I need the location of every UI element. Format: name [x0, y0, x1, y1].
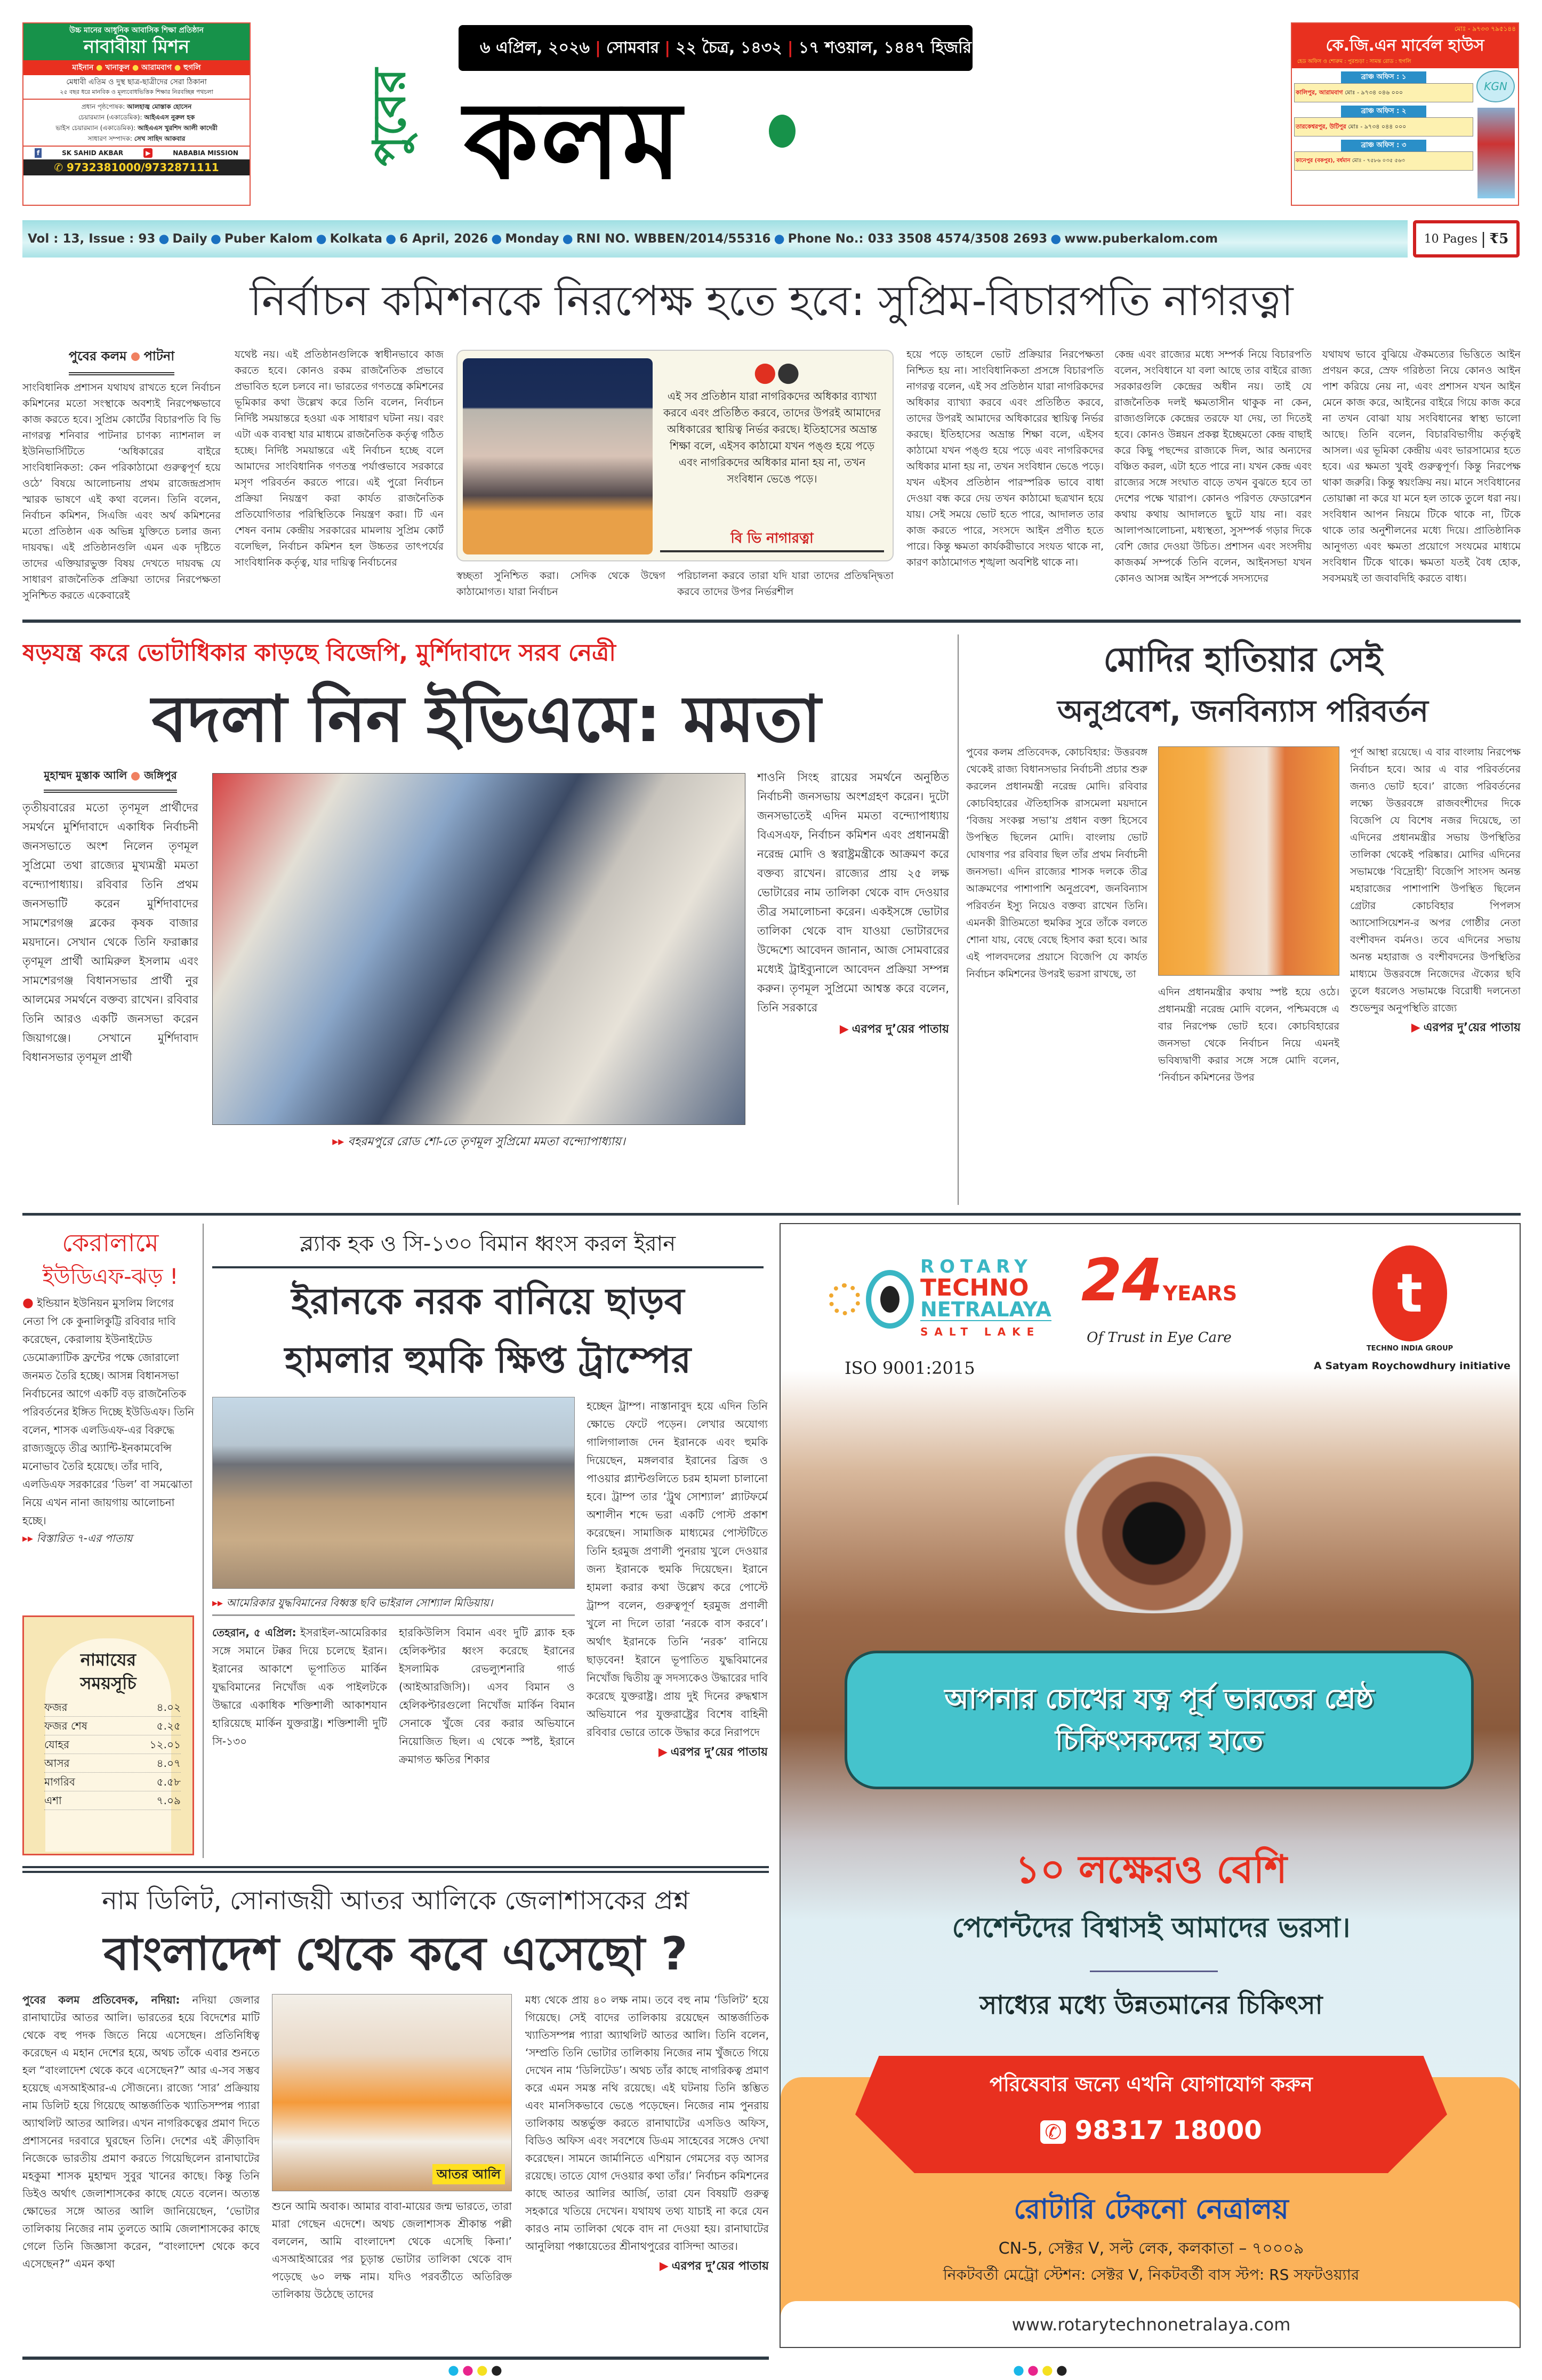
story6-col2: শুনে আমি অবাক। আমার বাবা-মায়ের জন্ম ভারতে, তারা মারা গেছেন এদেশে। অথচ জেলাশাসক শ্রীকান্ত পল্লী বললেন, আমি বাংলাদেশ থেকে এসেছি কিনা।’ এসআইআরের পর চূড়ান্ত ভোটার তালিকা থেকে বাদ পড়েছে ৬০ লক্ষ নাম। যদিও পরবর্তীতে অতিরিক্ত তালিকায় উঠেছে তাদের [272, 2200, 512, 2301]
ator-ali-photo [272, 1994, 512, 2191]
rtn-logo: ROTARY TECHNO NETRALAYA SALT LAKE [829, 1256, 1051, 1342]
ad-phone-top: মোঃ - ৯৭৩৩ ৭৯৫১৪৪ [1454, 25, 1516, 33]
prayer-time: ৫.৫৮ [156, 1775, 181, 1788]
story1-below-quote-b: পরিচালনা করবে তারা যদি যারা তাদের প্রতিদ্বন্দ্বিতা করবে তাদের উপর নির্ভরশীল [677, 570, 894, 598]
story6-col3: মধ্য থেকে প্রায় ৪০ লক্ষ নাম। তবে বহু নাম ‘ডিলিট’ হয়ে গিয়েছে। সেই বাদের তালিকায় রয়েছেন আন্তর্জাতিক খ্যাতিসম্পন্ন প্যারা অ্যাথলিট আতর আলি। তিনি বলেন, ‘সম্প্রতি তিনি ভোটার তালিকায় নিজের নাম খুঁজতে গিয়ে দেখেন নাম ‘ডিলিটেড’। অথচ তাঁর কাছে নাগরিকত্ব প্রমাণ করে এমন সমস্ত নথি রয়েছে। এই ঘটনায় তিনি স্তম্ভিত এবং মানসিকভাবে ভেঙে পড়েছেন। নিজের নাম পুনরায় তালিকায় অন্তর্ভুক্ত করতে রানাঘাটের এসডিও অফিস, বিডিও অফিস এবং সবশেষে ডিএম সাহেবের সঙ্গেও দেখা করেছেন। সামনে জার্মানিতে এশিয়ান গেমসের বড় আসর রয়েছে। তাতে যোগ দেওয়ার কথা তাঁর।’ নির্বাচন কমিশনের কাছে আতর আলির আর্জি, তারা যেন বিষয়টি গুরুত্ব সহকারে খতিয়ে দেখেন। যথাযথ তথ্য যাচাই না করে যেন কারও নাম তালিকা থেকে বাদ না দেওয়া হয়। রানাঘাটের আনুলিয়া পঞ্চায়েতের শ্রীনাথপুরের বাসিন্দা আতর। [525, 1993, 769, 2253]
hospital-name: রোটারি টেকনো নেত্রালয় [1014, 2193, 1289, 2225]
ad-line2: ২৫ বছর ধরে মানবিক ও মূল্যবোধভিত্তিক শিক্ষার নিরবচ্ছিন্ন পথচলা [60, 89, 213, 95]
namaz-row [44, 1791, 181, 1810]
byline: মুহাম্মদ মুস্তাক আলি জঙ্গিপুর [44, 768, 176, 793]
caption-arrow-icon: ▸▸ [332, 1135, 344, 1148]
story4-body: ● ইন্ডিয়ান ইউনিয়ন মুসলিম লিগের নেতা পি কে কুনালিকুট্টি রবিবার দাবি করেছেন, কেরালায় ইউনাইটেড ডেমোক্র্যাটিক ফ্রন্টের পক্ষে জোরালো জনমত তৈরি হচ্ছে। আসন্ন বিধানসভা নির্বাচনের আগে একটি বড় রাজনৈতিক পরিবর্তনের ইঙ্গিত দিচ্ছে ইউডিএফ। তিনি বলেন, শাসক এলডিএফ-এর বিরুদ্ধে রাজ্যজুড়ে তীব্র অ্যান্টি-ইনকামবেন্সি মনোভাব তৈরি হয়েছে। তাঁর দাবি, এলডিএফ সরকারের ‘ডিল’ বা সমঝোতা নিয়ে এখন নানা জায়গায় আলোচনা হচ্ছে। [22, 1295, 195, 1527]
column-divider [203, 1224, 204, 1858]
continued-link[interactable]: ▸▸ বিস্তারিত ৭-এর পাতায় [22, 1532, 133, 1545]
story5-headline-line2[interactable]: হামলার হুমকি ক্ষিপ্ত ট্রাম্পের [284, 1339, 692, 1381]
hospital-website[interactable]: www.rotarytechnonetralaya.com [1011, 2314, 1291, 2335]
eye-icon [866, 1270, 914, 1329]
ad-tagline: উচ্চ মানের আধুনিক আবাসিক শিক্ষা প্রতিষ্ঠান [69, 26, 204, 35]
section-divider [22, 620, 1521, 623]
branch-office: ব্রাঞ্চ অফিস : ৩ কানেপুর (বকপুর), বর্ধমান মোঃ - ৭৫৮৬ ০৩৫ ৫৬৩ [1294, 140, 1473, 171]
ad-head-office: হেড অফিস ও শোরুম : পুরশুড়া : সামন্ত রোড : হুগলি [1297, 59, 1411, 65]
paper-name: Puber Kalom [224, 232, 313, 246]
ad-person: ভাইস চেয়ারম্যান (একাডেমিক): আইএএস খুরশিদ আলী কাদেরী [55, 124, 218, 132]
iso-certification: ISO 9001:2015 [845, 1358, 975, 1378]
affordable-line: সাধ্যের মধ্যে উন্নতমানের চিকিৎসা [979, 1990, 1323, 2020]
section-divider [22, 1213, 1521, 1216]
hospital-address: CN-5, সেক্টর V, সল্ট লেক, কলকাতা – ৭০০০৯ [998, 2239, 1304, 2258]
namaz-row [44, 1717, 181, 1735]
quote-text: এই সব প্রতিষ্ঠান যারা নাগরিকদের অধিকার ব্যাখ্যা করবে এবং প্রতিষ্ঠিত করবে, তাদের উপরই আমাদের অধিকারের স্থায়িত্ব নির্ভর করছে। ইতিহাসের অভ্রান্ত শিক্ষা বলে, এইসব কাঠামো যখন পঙ্গু হয়ে পড়ে এবং নাগরিকদের অধিকার মানা হয় না, তখন সংবিধান ভেঙে পড়ে। [663, 390, 881, 485]
ad-phone: ✆ 9732381000/9732871111 [23, 159, 250, 175]
story2-col3: শাওনি সিংহ রায়ের সমর্থনে অনুষ্ঠিত নির্বাচনী জনসভায় অংশগ্রহণ করেন। দুটো জনসভাতেই এদিন মমতা বন্দ্যোপাধ্যায় বিএসএফ, নির্বাচন কমিশন এবং প্রধানমন্ত্রী নরেন্দ্র মোদি ও স্বরাষ্ট্রমন্ত্রীকে আক্রমণ করে বক্তব্য রাখেন। রাজ্যের প্রায় ২৫ লক্ষ ভোটারের নাম তালিকা থেকে বাদ দেওয়ার তীব্র সমালোচনা করেন। একইসঙ্গে ভোটার তালিকা থেকে বাদ যাওয়া ভোটারদের উদ্দেশ্যে আবেদন জানান, আজ সোমবারের মধ্যেই ট্রাইব্যুনালে আবেদন প্রক্রিয়া সম্পন্ন করুন। তৃণমূল সুপ্রিমো আশ্বস্ত করে বলেন, তিনি সরকারে [757, 771, 949, 1014]
branch-office: ব্রাঞ্চ অফিস : ১ কালিপুর, আরামবাগ মোঃ - ৯৭৩৪ ০৪৬ ০০০ [1294, 71, 1473, 102]
contact-cta: পরিষেবার জন্যে এখনি যোগাযোগ করুন [990, 2072, 1313, 2096]
prayer-time: ৫.২৫ [156, 1719, 181, 1732]
youtube-icon: ▶ [143, 148, 152, 158]
registration-marks: ●●●● [1013, 2362, 1071, 2377]
ad-title: কে.জি.এন মার্বেল হাউস [1326, 36, 1484, 55]
story6-col1: পুবের কলম প্রতিবেদক, নদিয়া: নদিয়া জেলার রানাঘাটের আতর আলি। ভারতের হয়ে বিদেশের মাটি থেকে বহু পদক জিতে নিয়ে এসেছেন। প্রতিনিধিত্ব করেছেন এ মহান দেশের হয়ে, অথচ তাঁকে এবার শুনতে হল “বাংলাদেশ থেকে কবে এসেছেন?” আর এ-সব সম্ভব হয়েছে এসআইআর-এ সৌজন্যে। রাজ্যে ‘সার’ প্রক্রিয়ায় নাম ডিলিট হয়ে গিয়েছে আন্তর্জাতিক খ্যাতিসম্পন্ন প্যারা অ্যাথলিট আতর আলির। এখন নাগরিকত্বের প্রমাণ দিতে প্রশাসনের দরবারে ঘুরছেন তিনি। দেশের এই ক্রীড়াবিদ নিজেকে ভারতীয় প্রমাণ করতে গিয়েছিলেন রানাঘাটের মহকুমা শাসক মুহাম্মদ সুবুর খানের কাছে। কিন্তু তিনি ডিইও অর্থাৎ জেলাশাসকের কাছে যেতে বলেন। অত্যন্ত ক্ষোভের সঙ্গে আতর আলি জানিয়েছেন, ‘ভোটার তালিকায় নিজের নাম তুলতে আমি জেলাশাসকের কাছে গেলে তিনি জিজ্ঞাসা করেন, “বাংলাদেশ থেকে কবে এসেছেন?” এমন কথা [22, 1993, 260, 2270]
judge-photo [463, 358, 653, 554]
story1-col4: হয়ে পড়ে তাহলে ভোট প্রক্রিয়ার নিরপেক্ষতা নিশ্চিত হয় না। সাংবিধানিকতা প্রসঙ্গে বিচারপতি নাগরত্ন বলেন, এই সব প্রতিষ্ঠান যারা নাগরিকদের অধিকার ব্যাখ্যা করবে এবং প্রতিষ্ঠিত করবে, তাদের উপরই আমাদের অধিকারের স্থায়িত্ব নির্ভর করছে। ইতিহাসের অভ্রান্ত শিক্ষা বলে, এইসব কাঠামো যখন পঙ্গু হয়ে পড়ে এবং নাগরিকদের অধিকার মানা হয় না, তখন সংবিধান ভেঙে পড়ে। যখন এইসব প্রতিষ্ঠান পারস্পরিক ভাবে বাধা দেওয়া বন্ধ করে দেয় তখন কাঠামো ছত্রখান হয়ে যায়। সেই সময়ে ভোট হতে পারে, আদালত তার কাজ করতে পারে, সংসদে আইন প্রণীত হতে পারে। কিন্তু ক্ষমতা কার্যকরীভাবে সংযত থাকে না, কারণ কাঠামোগত শৃঙ্খলা অবশিষ্ট থাকে না। [906, 349, 1104, 568]
story1-below-quote-a: স্বচ্ছতা সুনিশ্চিত করা। সেদিক থেকে উদ্বেগ কাঠামোগত। যারা নির্বাচন [456, 570, 665, 598]
ad-person: সাধারণ সম্পাদক: সেখ সাহিদ আকবার [87, 135, 186, 142]
masthead-logo-small: পুবের [363, 68, 415, 166]
prayer-name: মাগরিব [44, 1775, 75, 1788]
story6-headline[interactable]: বাংলাদেশ থেকে কবে এসেছো ? [103, 1927, 688, 1981]
facebook-icon: f [35, 148, 42, 158]
date-en: 6 April, 2026 [399, 232, 488, 246]
story1-col6: যথাযথ ভাবে বুঝিয়ে ঐকমত্যের ভিত্তিতে আইন প্রণয়ন করে, স্রেফ গরিষ্ঠতা নিয়ে কোনও আইন পাশ করিয়ে নেয় না, এবং প্রশাসন যখন আইন মেনে কাজ করে, আইনের বাইরে গিয়ে কাজ করে না তখন বোঝা যায় সংবিধানের স্বাস্থ্য ভালো আছে। তিনি বলেন, বিচারবিভাগীয় কর্তৃত্বই আসল। এর ভূমিকা কেন্দ্রীয় এবং ভারসাম্যের হতে হবে। এর ক্ষমতা খুবই গুরুত্বপূর্ণ। কিন্তু নিরপেক্ষ থাকা জরুরি। কিন্তু স্বয়ংক্রিয় নয়। মানে সংবিধানের তোয়াক্কা না করে যা মনে হল তাকে তুলে ধরা নয়। সংবিধান আপন নিয়মে টিকে থাকে না, টিকে থাকে তার অনুশীলনের মধ্যে দিয়ে। প্রাতিষ্ঠানিক আনুগত্য এবং ক্ষমতা প্রয়োগে সংযমের মাধ্যমে সংবিধান টিকে থাকে। ক্ষমতা যতই বৈধ হোক, সবসময়ই তা জবাবদিহি করতে বাধ্য। [1322, 349, 1521, 584]
story3-headline-line1[interactable]: মোদির হাতিয়ার সেই [1103, 640, 1383, 680]
story2-kicker[interactable]: ষড়যন্ত্র করে ভোটাধিকার কাড়ছে বিজেপি, মুর্শিদাবাদে সরব নেত্রী [22, 639, 616, 666]
namaz-row [44, 1773, 181, 1791]
story5-kicker[interactable]: ব্ল্যাক হক ও সি-১৩০ বিমান ধ্বংস করল ইরান [300, 1232, 676, 1256]
ad-org-name: নাবাবীয়া মিশন [83, 36, 190, 58]
photo-label: আতর আলি [432, 2164, 505, 2184]
registration-marks: ●●●● [448, 2362, 505, 2377]
weekday-en: Monday [505, 232, 559, 246]
bullet-icon: ● [22, 1295, 34, 1310]
date-bar: ৬ এপ্রিল, ২০২৬ | সোমবার | ২২ চৈত্র, ১৪৩২ | ১৭ শওয়াল, ১৪৪৭ হিজরি [459, 25, 973, 71]
story5-col3: হচ্ছেন ট্রাম্প। নাস্তানাবুদ হয়ে এদিন তিনি ক্ষোভে ফেটে পড়েন। লেখার অযোগ্য গালিগালাজ দেন ইরানকে এবং হুমকি দিয়েছেন, মঙ্গলবার ইরানের ব্রিজ ও পাওয়ার প্ল্যান্টগুলিতে চরম হামলা চালানো হবে। ট্রাম্প তার ‘ট্রুথ সোশ্যাল’ প্ল্যাটফর্মে অশালীন শব্দে ভরা একটি পোস্ট প্রকাশ করেছেন। সামাজিক মাধ্যমের পোস্টটিতে তিনি হরমুজ প্রণালী পুনরায় খুলে দেওয়ার জন্য ইরানকে হুমকি দিয়েছেন। ইরানে হামলা করার কথা উল্লেখ করে পোস্টে ট্রাম্প বলেন, গুরুত্বপূর্ণ হরমুজ প্রণালী খুলে না দিলে তারা ‘নরকে বাস করবে’। অর্থাৎ ইরানকে তিনি ‘নরক’ বানিয়ে ছাড়বেন! ইরানে ভূপাতিত যুদ্ধবিমানের নিখোঁজ দ্বিতীয় ক্রু সদস্যকেও উদ্ধারের দাবি করেছে যুক্তরাষ্ট্র। প্রায় দুই দিনের রুদ্ধশ্বাস অভিযানে পর যুক্তরাষ্ট্রের বিশেষ বাহিনী রবিবার ভোরে তাকে উদ্ধার করে নিরাপদে [587, 1400, 768, 1739]
ad-person: প্রধান পৃষ্ঠপোষক: আলহাজ্ব মোস্তাক হোসেন [81, 103, 192, 110]
story1-col1: সাংবিধানিক প্রশাসন যথাযথ রাখতে হলে নির্বাচন কমিশনের মতো সংস্থাকে অবশ্যই নিরপেক্ষভাবে কাজ করতে হবে। সুপ্রিম কোর্টের বিচারপতি বি ভি নাগরত্ন শনিবার পাটনার চাণক্য ন্যাশনাল ল ইউনিভার্সিটিতে ‘অধিকারের বাইরে সাংবিধানিকতা: কেন পরিকাঠামো গুরুত্বপূর্ণ হয়ে ওঠে’ বিষয়ে আলোচনায় প্রথম রাজেন্দ্রপ্রসাদ স্মারক ভাষণে এই কথা বলেন। তিনি বলেন, নির্বাচন কমিশন, সিএজি এবং অর্থ কমিশনের মতো প্রতিষ্ঠান এক অভিন্ন যুক্তিতে চলার জন্য দায়বদ্ধ। এই প্রতিষ্ঠানগুলি এমন এক দৃষ্টিতে তাদের এক্তিয়ারভুক্ত বিষয় দেখতে দায়বদ্ধ যে সাধারণ রাজনৈতিক প্রক্রিয়া তাদের নিরপেক্ষতা সুনিশ্চিত করতে একেবারেই [22, 382, 221, 601]
continued-link[interactable]: ▶ এরপর দু’য়ের পাতায় [839, 1023, 949, 1036]
eye-closeup-image [1005, 1453, 1303, 1613]
showroom-photo [1477, 108, 1515, 198]
prayer-name: ফজর শেষ [44, 1719, 87, 1732]
info-bar: Vol : 13, Issue : 93 ● Daily ● Puber Kalom ● Kolkata ● 6 April, 2026 ● Monday ● RNI NO. WBBEN/2014/55316 ● Phone No.: 033 3508 4574/3508 2693 ● www.puberkalom.com [22, 220, 1408, 258]
story5-col2: হারকিউলিস বিমান এবং দুটি ব্ল্যাক হক হেলিকপ্টার ধ্বংস করেছে ইরানের ইসলামিক রেভল্যুশনারি গার্ড (আইআরজিসি)। এসব বিমান ও হেলিকপ্টারগুলো নিখোঁজ মার্কিন বিমান সেনাকে খুঁজে বের করার অভিযানে নিয়োজিত ছিল। এ থেকে স্পষ্ট, ইরানে ক্রমাগত ক্ষতির শিকার [399, 1626, 575, 1766]
quote-icon: ●● [753, 356, 800, 387]
namaz-row [44, 1698, 181, 1717]
modi-photo [1158, 746, 1339, 976]
namaz-times-box [22, 1615, 194, 1855]
story1-col5: কেন্দ্র এবং রাজ্যের মধ্যে সম্পর্ক নিয়ে বিচারপতি বলেন, সংবিধানে যা বলা আছে তার বাইরে রাজ্য সরকারগুলি কেন্দ্রের অধীন নয়। তাই যে রাজনৈতিক দলই ক্ষমতাসীন থাকুক না কেন, রাজ্যগুলিকে কেন্দ্রের তরফে যা দেয়, তা দিতেই হবে। কোনও উন্নয়ন প্রকল্প ইচ্ছেমতো কেন্দ্র বাছাই করে কিছু পছন্দের রাজ্যকে দিল, আর অন্যদের বঞ্চিত করল, এটা হতে পারে না। যখন কেন্দ্র এবং রাজ্যের সঙ্গে সংঘাত বাড়ে তখন বুঝতে হবে তা দেশের পক্ষে খারাপ। কোনও পরিণত ফেডারেশন কথায় কথায় আদালতে ছুটে যায় না। বরং আলাপআলোচনা, মধ্যস্থতা, সুসম্পর্ক গড়ার দিকে বেশি জোর দেওয়া উচিত। প্রশাসন এবং সংসদীয় কাজকর্ম সম্পর্কে তিনি বলেন, আইনসভা যখন কোনও আসন্ন আইন সম্পর্কে সদস্যদের [1114, 349, 1312, 584]
namaz-row [44, 1735, 181, 1754]
namaz-title: নামাযের সময়সূচি [80, 1650, 136, 1693]
page-count: 10 Pages [1424, 232, 1477, 246]
logo-green-dot [769, 115, 796, 148]
byline: পুবের কলম পাটনা [69, 347, 174, 375]
page-bottom-rule [22, 2357, 769, 2360]
hospital-nearby: নিকটবর্তী মেট্রো স্টেশন: সেক্টর V, নিকটবর্তী বাস স্টপ: RS সফটওয়্যার [943, 2266, 1360, 2283]
column-divider [958, 634, 959, 1205]
rotary-techno-netralaya-ad [780, 1223, 1521, 2348]
quote-box [456, 350, 894, 561]
story1-headline[interactable]: নির্বাচন কমিশনকে নিরপেক্ষ হতে হবে: সুপ্রিম-বিচারপতি নাগরত্না [250, 277, 1294, 325]
caption-arrow-icon: ▸▸ [212, 1596, 223, 1609]
facebook-handle: SK SAHID AKBAR [62, 149, 124, 157]
prayer-time: ১২.০১ [149, 1738, 181, 1751]
volume-issue: Vol : 13, Issue : 93 [28, 232, 156, 246]
nababia-mission-ad [22, 22, 251, 206]
story3-col1: পুবের কলম প্রতিবেদক, কোচবিহার: উত্তরবঙ্গ থেকেই রাজ্য বিধানসভার নির্বাচনী প্রচার শুরু করলেন প্রধানমন্ত্রী নরেন্দ্র মোদি। রবিবার কোচবিহারের ঐতিহাসিক রাসমেলা ময়দানে ‘বিজয় সংকল্প সভা’য় প্রধান বক্তা হিসেবে উপস্থিত ছিলেন মোদি। বাংলায় ভোট ঘোষণার পর রবিবার ছিল তাঁর প্রথম নির্বাচনী জনসভা। এদিন রাজ্যের শাসক দলকে তীব্র আক্রমণের পাশাপাশি অনুপ্রবেশ, জনবিন্যাস পরিবর্তন ইস্যু নিয়েও বক্তব্য রাখেন তিনি। এমনকী রীতিমতো হুমকির সুরে তাঁকে বলতে শোনা যায়, বেছে বেছে হিসাব করা হবে। আর এই পালবদলের প্রয়াসে বিজেপি যে কার্যত নির্বাচন কমিশনের উপরই ভরসা রাখছে, তা [966, 746, 1147, 980]
story6-kicker[interactable]: নাম ডিলিট, সোনাজয়ী আতর আলিকে জেলাশাসকের প্রশ্ন [102, 1886, 689, 1916]
price: ₹5 [1489, 231, 1509, 247]
prayer-name: যোহর [44, 1738, 69, 1751]
prayer-name: এশা [44, 1794, 62, 1807]
continued-link[interactable]: ▶ এরপর দু’য়ের পাতায় [659, 2260, 769, 2273]
ad-locations: মাইনান ● খানাকুল ● আরামবাগ ● হুগলি [23, 60, 250, 75]
mamata-rally-photo [212, 773, 745, 1125]
kgn-logo: KGN [1476, 70, 1515, 102]
section-divider [22, 1866, 769, 1868]
bullet-icon [131, 352, 140, 361]
namaz-row [44, 1754, 181, 1773]
techno-india-logo: t TECHNO INDIA GROUP A Satyam Roychowdhury initiative [1314, 1245, 1506, 1373]
story3-col2: এদিন প্রধানমন্ত্রীর কথায় স্পষ্ট হয়ে ওঠে। প্রধানমন্ত্রী নরেন্দ্র মোদি বলেন, পশ্চিমবঙ্গে এ বার নিরপেক্ষ ভোট হবে। কোচবিহারের জনসভা থেকে নির্বাচন নিয়ে এমনই ভবিষ্যদ্বাণী করার সঙ্গে সঙ্গে মোদি বলেন, ‘নির্বাচন কমিশনের উপর [1158, 986, 1339, 1083]
trust-line: পেশেন্টদের বিশ্বাসই আমাদের ভরসা। [952, 1912, 1351, 1944]
ad-line1: মেধাবী এতিম ও দুস্থ ছাত্র-ছাত্রীদের সেরা ঠিকানা [66, 78, 207, 86]
continued-link[interactable]: ▶ এরপর দু’য়ের পাতায় [1411, 1021, 1521, 1034]
prayer-time: ৪.০৭ [156, 1757, 181, 1770]
contact-phone[interactable]: ✆ 98317 18000 [781, 2112, 1521, 2151]
ornament-divider [1090, 1971, 1218, 1972]
branch-office: ব্রাঞ্চ অফিস : ২ তারকেশ্বরপুর, উটিপুর মোঃ - ৯৭৩৪ ০৪৪ ০০০ [1294, 106, 1473, 136]
hijri-date: ১৭ শওয়াল, ১৪৪৭ হিজরি [798, 38, 972, 57]
story1-col2: যথেষ্ট নয়। এই প্রতিষ্ঠানগুলিকে স্বাধীনভাবে কাজ করতে হবে। কোনও রকম রাজনৈতিক প্রভাবে প্রভাবিত হলে চলবে না। ভারতের গণতন্ত্রে কমিশনের ভূমিকার কথা উল্লেখ করে তিনি বলেন, নির্বাচন নির্দিষ্ট সময়ান্তরে হওয়া এক সাধারণ ঘটনা নয়। বরং এটা এক ব্যবস্থা যার মাধ্যমে রাজনৈতিক কর্তৃত্ব গঠিত হচ্ছে। নির্দিষ্ট সময়ান্তরে এই নির্বাচন হচ্ছে বলে আমাদের সাংবিধানিক গণতন্ত্র পর্যাপ্তভাবে সরকারে মসৃণ পরিবর্তন করতে পারে। এই পুরো নির্বাচন প্রক্রিয়া নিয়ন্ত্রণ করা কার্যত রাজনৈতিক প্রতিযোগিতার পরিস্থিতিকে নিয়ন্ত্রণ করা। টি এন শেষন বনাম কেন্দ্রীয় সরকারের মামলায় সুপ্রিম কোর্ট বলেছিল, নির্বাচন কমিশন হল উচ্চতর তাৎপর্যের সাংবিধানিক কর্তৃত্ব, যার দায়িত্ব নির্বাচনের [235, 349, 444, 568]
prayer-time: ৭.০৯ [156, 1794, 181, 1807]
story5-col1: তেহরান, ৫ এপ্রিল: ইসরাইল-আমেরিকার সঙ্গে সমানে টক্কর দিয়ে চলেছে ইরান। ইরানের আকাশে ভূপাতিত মার্কিন যুদ্ধবিমানের নিখোঁজ এক পাইলটকে উদ্ধারে একাধিক শক্তিশালী আকাশযান হারিয়েছে মার্কিন যুক্তরাষ্ট্র। শক্তিশালী দুটি সি-১৩০ [212, 1626, 387, 1748]
story3-col3: পূর্ণ আস্থা রয়েছে। এ বার বাংলায় নিরপেক্ষ নির্বাচন হবে। আর এ বার পরিবর্তনের জন্যও ভোট হবে।’ রাজ্যে পরিবর্তনের লক্ষ্যে উত্তরবঙ্গে রাজবংশীদের দিকে বিজেপি যে বিশেষ নজর দিয়েছে, তা এদিনের প্রধানমন্ত্রীর সভায় উপস্থিতির তালিকা থেকেই পরিষ্কার। মোদির এদিনের সভামঞ্চে ‘বিদ্রোহী’ বিজেপি সাংসদ অনন্ত মহারাজের পাশাপাশি উপস্থিত ছিলেন গ্রেটার কোচবিহার পিপলস অ্যাসোসিয়েশন-র অপর গোষ্ঠীর নেতা বংশীবদন বর্মনও। তবে এদিনের সভায় অনন্ত মহারাজ ও বংশীবদনের উপস্থিতির মাধ্যমে উত্তরবঙ্গে নিজেদের ঐক্যের ছবি তুলে ধরলেও সভামঞ্চে বিরোধী দলনেতা শুভেন্দুর অনুপস্থিতি রাজ্যে [1350, 746, 1521, 1014]
continued-link[interactable]: ▶ এরপর দু’য়ের পাতায় [658, 1746, 768, 1759]
bengali-date: ২২ চৈত্র, ১৪৩২ [676, 38, 782, 57]
wreckage-photo [212, 1397, 575, 1589]
quote-author: বি ভি নাগারত্না [660, 529, 884, 552]
gregorian-date: ৬ এপ্রিল, ২০২৬ [480, 38, 590, 57]
24-years-logo: 24YEARS Of Trust in Eye Care [1081, 1246, 1238, 1346]
kicker-underline [212, 1266, 764, 1268]
website-link[interactable]: www.puberkalom.com [1064, 232, 1218, 246]
prayer-time: ৪.০২ [156, 1701, 181, 1714]
city: Kolkata [330, 232, 383, 246]
masthead-logo: কলম [448, 75, 976, 208]
wreckage-photo-caption: ▸▸ আমেরিকার যুদ্ধবিমানের বিধ্বস্ত ছবি ভাইরাল সোশ্যাল মিডিয়ায়। [212, 1594, 575, 1616]
story5-headline-line1[interactable]: ইরানকে নরক বানিয়ে ছাড়ব [291, 1281, 685, 1323]
youtube-handle: NABABIA MISSION [173, 149, 238, 157]
prayer-name: আসর [44, 1757, 70, 1770]
story4-headline-line2[interactable]: ইউডিএফ-ঝড় ! [42, 1265, 179, 1289]
rni-number: RNI NO. WBBEN/2014/55316 [576, 232, 771, 246]
prayer-name: ফজর [44, 1701, 68, 1714]
mamata-photo-caption: ▸▸ বহরমপুরে রোড শো-তে তৃণমূল সুপ্রিমো মমতা বন্দ্যোপাধ্যায়। [332, 1135, 625, 1148]
section-divider [22, 1871, 769, 1873]
story2-headline[interactable]: বদলা নিন ইভিএমে: মমতা [151, 682, 821, 757]
kgn-marble-ad [1291, 22, 1519, 206]
weekday: সোমবার [606, 38, 660, 57]
story3-headline-line2[interactable]: অনুপ্রবেশ, জনবিন্যাস পরিবর্তন [1057, 694, 1428, 729]
phone-number: Phone No.: 033 3508 4574/3508 2693 [788, 232, 1048, 246]
story2-col1: তৃতীয়বারের মতো তৃণমূল প্রার্থীদের সমর্থনে মুর্শিদাবাদে একাধিক নির্বাচনী জনসভাতে অংশ নিলেন তৃণমূল সুপ্রিমো তথা রাজ্যের মুখ্যমন্ত্রী মমতা বন্দ্যোপাধ্যায়। রবিবার তিনি প্রথম জনসভাটি করেন মুর্শিদাবাদের সামশেরগঞ্জ ব্লকের কৃষক বাজার ময়দানে। সেখান থেকে তিনি ফরাক্কার তৃণমূল প্রার্থী আমিরুল ইসলাম এবং সামশেরগঞ্জ বিধানসভার প্রার্থী নুর আলমের সমর্থনে বক্তব্য রাখেন। রবিবার তিনি আরও একটি জনসভা করেন জিয়াগঞ্জে। সেখানে মুর্শিদাবাদ বিধানসভার তৃণমূল প্রার্থী [22, 801, 198, 1064]
ad-person: চেয়ারম্যান (একাডেমিক): আইএএস নুরুল হক [78, 114, 195, 121]
rotary-wheel-icon [829, 1283, 861, 1315]
frequency: Daily [172, 232, 207, 246]
story4-headline-line1[interactable]: কেরালামে [62, 1228, 159, 1257]
pages-price-box: 10 Pages | ₹5 [1413, 220, 1520, 258]
phone-icon: ✆ [1040, 2120, 1066, 2144]
bullet-icon [131, 772, 140, 781]
banner-box: আপনার চোখের যত্ন পূর্ব ভারতের শ্রেষ্ঠ চিকিৎসকদের হাতে [845, 1651, 1474, 1789]
big-red-claim: ১০ লক্ষেরও বেশি [1015, 1847, 1287, 1892]
